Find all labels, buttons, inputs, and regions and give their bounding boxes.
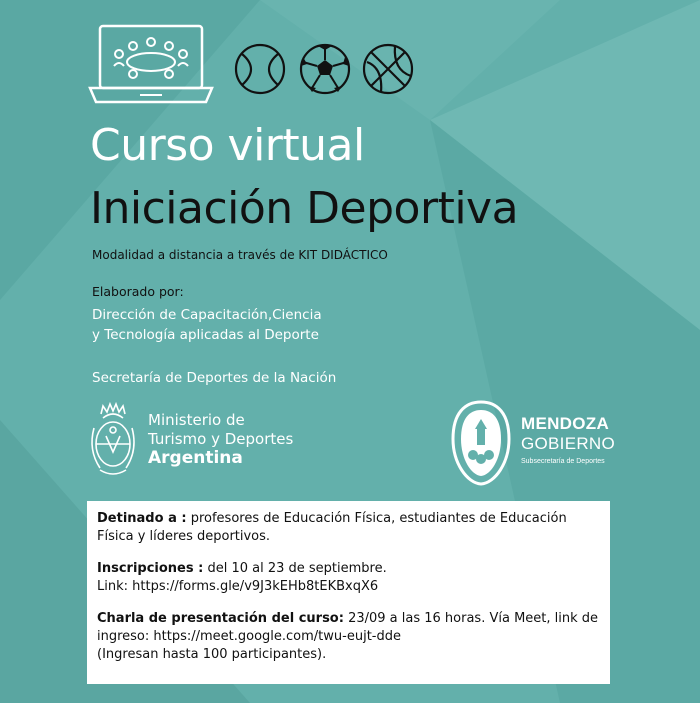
ministry-line-1: Ministerio de [148, 411, 245, 429]
mendoza-shield-logo [449, 399, 513, 487]
ministry-line-3: Argentina [148, 448, 243, 468]
talk-text[interactable]: 23/09 a las 16 horas. Vía Meet, link de ingreso: https://meet.google.com/twu-eujt-dde [97, 611, 599, 644]
argentina-coat-of-arms-logo [86, 400, 140, 480]
elaborated-by-label: Elaborado por: [92, 284, 184, 299]
ministry-line-2: Turismo y Deportes [148, 430, 294, 448]
modality-text: Modalidad a distancia a través de KIT DIDÁCTICO [92, 248, 388, 262]
registration-link[interactable]: Link: https://forms.gle/v9J3kEHb8tEKBxqX6 [97, 579, 379, 594]
talk-note: (Ingresan hasta 100 participantes). [97, 647, 327, 662]
info-box [87, 501, 610, 684]
mendoza-logo-text [521, 414, 615, 465]
tennis-ball-icon [233, 42, 287, 96]
direction-line-1: Dirección de Capacitación,Ciencia [92, 307, 322, 323]
registration-paragraph [97, 560, 600, 596]
talk-label: Charla de presentación del curso: [97, 611, 344, 626]
registration-label: Inscripciones : [97, 561, 204, 576]
secretariat-text: Secretaría de Deportes de la Nación [92, 370, 337, 386]
direction-text [92, 305, 322, 345]
registration-dates: del 10 al 23 de septiembre. [203, 561, 387, 576]
destination-paragraph [97, 510, 600, 546]
basketball-icon [361, 42, 415, 96]
laptop-meeting-icon [88, 22, 214, 106]
ministry-logo-text [148, 411, 293, 468]
soccer-ball-icon [298, 42, 352, 96]
mendoza-line-1: MENDOZA [521, 414, 610, 433]
mendoza-line-3: Subsecretaría de Deportes [521, 458, 605, 465]
destination-text: profesores de Educación Física, estudiantes de Educación Física y líderes deportivos. [97, 511, 567, 544]
direction-line-2: y Tecnología aplicadas al Deporte [92, 327, 319, 343]
destination-label: Detinado a : [97, 511, 187, 526]
title-line-1: Curso virtual [90, 120, 365, 171]
mendoza-line-2: GOBIERNO [521, 434, 616, 453]
title-line-2: Iniciación Deportiva [90, 183, 519, 234]
talk-paragraph [97, 610, 600, 664]
